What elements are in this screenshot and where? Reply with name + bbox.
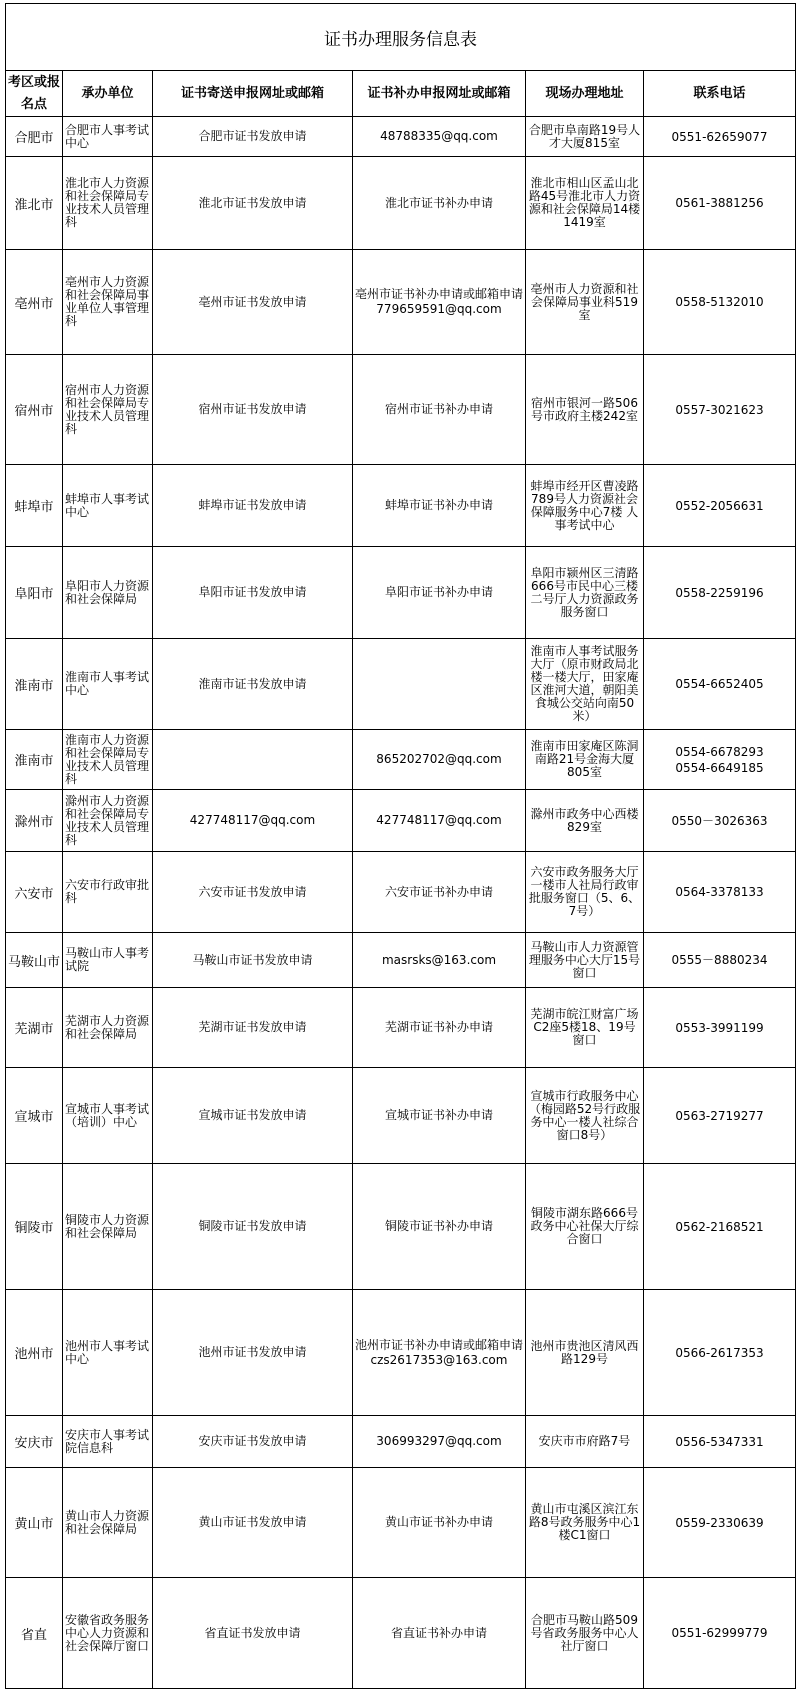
- cell-phone: [644, 1416, 796, 1468]
- reissue-line: 427748117@qq.com: [376, 813, 502, 827]
- table-row: [6, 1068, 796, 1164]
- cell-region: 铜陵市: [6, 1164, 63, 1290]
- table-row: [6, 1578, 796, 1689]
- cell-region: 省直: [6, 1578, 63, 1689]
- cell-unit: 宿州市人力资源和社会保障局专业技术人员管理科: [63, 355, 153, 465]
- phone-line: 0558-2259196: [675, 585, 764, 600]
- table-row: [6, 730, 796, 790]
- phone-line: 0566-2617353: [675, 1345, 764, 1360]
- table-row: [6, 639, 796, 730]
- cell-unit: 淮南市人力资源和社会保障局专业技术人员管理科: [63, 730, 153, 790]
- cell-region: 淮南市: [6, 639, 63, 730]
- phone-line: 0559-2330639: [675, 1515, 764, 1530]
- cell-mail: 阜阳市证书发放申请: [153, 547, 353, 639]
- cell-region: 滁州市: [6, 790, 63, 852]
- cell-region: 淮南市: [6, 730, 63, 790]
- cell-region: 六安市: [6, 852, 63, 933]
- reissue-line: 阜阳市证书补办申请: [384, 585, 493, 599]
- reissue-line: 宣城市证书补办申请: [384, 1108, 493, 1122]
- cell-reissue: [353, 730, 526, 790]
- cell-mail: 427748117@qq.com: [153, 790, 353, 852]
- table-row: [6, 1164, 796, 1290]
- cell-address: 黄山市屯溪区滨江东路8号政务服务中心1楼C1窗口: [526, 1468, 644, 1578]
- cell-unit: 合肥市人事考试中心: [63, 117, 153, 157]
- phone-line: 0553-3991199: [675, 1020, 764, 1035]
- cell-region: 池州市: [6, 1290, 63, 1416]
- cell-mail: 淮南市证书发放申请: [153, 639, 353, 730]
- reissue-line: 宿州市证书补办申请: [384, 402, 493, 416]
- cell-phone: [644, 355, 796, 465]
- table-title: 证书办理服务信息表: [6, 4, 796, 71]
- cell-phone: [644, 988, 796, 1068]
- cell-unit: 黄山市人力资源和社会保障局: [63, 1468, 153, 1578]
- table-row: [6, 988, 796, 1068]
- table-row: [6, 852, 796, 933]
- cell-unit: 宣城市人事考试（培训）中心: [63, 1068, 153, 1164]
- cell-unit: 安庆市人事考试院信息科: [63, 1416, 153, 1468]
- phone-line: 0558-5132010: [675, 295, 764, 309]
- table-row: [6, 790, 796, 852]
- cell-phone: [644, 933, 796, 988]
- cell-reissue: [353, 355, 526, 465]
- cell-reissue: [353, 1164, 526, 1290]
- table-row: [6, 547, 796, 639]
- cell-unit: 蚌埠市人事考试中心: [63, 465, 153, 547]
- phone-line: 0552-2056631: [675, 498, 764, 513]
- cell-reissue: [353, 117, 526, 157]
- cell-reissue: [353, 1068, 526, 1164]
- reissue-line: 779659591@qq.com: [376, 302, 502, 316]
- phone-line: 0550－3026363: [671, 813, 768, 828]
- cell-reissue: [353, 1416, 526, 1468]
- cell-mail: 池州市证书发放申请: [153, 1290, 353, 1416]
- cell-address: 芜湖市皖江财富广场C2座5楼18、19号窗口: [526, 988, 644, 1068]
- cell-mail: 宣城市证书发放申请: [153, 1068, 353, 1164]
- cell-unit: 亳州市人力资源和社会保障局事业单位人事管理科: [63, 250, 153, 355]
- reissue-line: 蚌埠市证书补办申请: [384, 498, 493, 512]
- cell-region: 芜湖市: [6, 988, 63, 1068]
- reissue-line: 黄山市证书补办申请: [384, 1515, 493, 1529]
- cell-phone: [644, 1164, 796, 1290]
- table-row: [6, 157, 796, 250]
- cell-address: 滁州市政务中心西楼829室: [526, 790, 644, 852]
- cell-address: 合肥市阜南路19号人才大厦815室: [526, 117, 644, 157]
- cell-reissue: [353, 933, 526, 988]
- phone-line: 0551-62999779: [671, 1626, 768, 1640]
- reissue-line: 芜湖市证书补办申请: [384, 1020, 493, 1034]
- reissue-line: czs2617353@163.com: [370, 1352, 508, 1367]
- cell-unit: 池州市人事考试中心: [63, 1290, 153, 1416]
- cell-phone: [644, 117, 796, 157]
- header-mail: 证书寄送申报网址或邮箱: [153, 71, 353, 117]
- cell-reissue: [353, 852, 526, 933]
- cell-address: 淮北市相山区孟山北路45号淮北市人力资源和社会保障局14楼1419室: [526, 157, 644, 250]
- reissue-line: 铜陵市证书补办申请: [384, 1219, 493, 1233]
- cell-reissue: [353, 465, 526, 547]
- table-row: [6, 1468, 796, 1578]
- cell-address: 铜陵市湖东路666号政务中心社保大厅综合窗口: [526, 1164, 644, 1290]
- header-region: 考区或报名点: [6, 71, 63, 117]
- cell-region: 马鞍山市: [6, 933, 63, 988]
- cell-phone: [644, 547, 796, 639]
- header-row: [6, 71, 796, 117]
- header-reissue: 证书补办申报网址或邮箱: [353, 71, 526, 117]
- table-row: [6, 465, 796, 547]
- cell-unit: 芜湖市人力资源和社会保障局: [63, 988, 153, 1068]
- cell-mail: 安庆市证书发放申请: [153, 1416, 353, 1468]
- header-phone: 联系电话: [644, 71, 796, 117]
- cell-address: 宿州市银河一路506号市政府主楼242室: [526, 355, 644, 465]
- cell-mail: 马鞍山市证书发放申请: [153, 933, 353, 988]
- cell-unit: 阜阳市人力资源和社会保障局: [63, 547, 153, 639]
- phone-line: 0554-6649185: [675, 760, 764, 775]
- cell-phone: [644, 1068, 796, 1164]
- cell-unit: 安徽省政务服务中心人力资源和社会保障厅窗口: [63, 1578, 153, 1689]
- cell-unit: 滁州市人力资源和社会保障局专业技术人员管理科: [63, 790, 153, 852]
- cell-reissue: [353, 988, 526, 1068]
- cell-reissue: [353, 1468, 526, 1578]
- reissue-line: 池州市证书补办申请或邮箱申请: [355, 1337, 524, 1352]
- cell-region: 宣城市: [6, 1068, 63, 1164]
- cell-mail: [153, 730, 353, 790]
- header-address: 现场办理地址: [526, 71, 644, 117]
- reissue-line: 省直证书补办申请: [390, 1625, 487, 1640]
- cell-unit: 铜陵市人力资源和社会保障局: [63, 1164, 153, 1290]
- cell-mail: 亳州市证书发放申请: [153, 250, 353, 355]
- cell-region: 亳州市: [6, 250, 63, 355]
- cell-address: 淮南市田家庵区陈洞南路21号金海大厦805室: [526, 730, 644, 790]
- phone-line: 0555－8880234: [671, 953, 768, 967]
- cell-address: 马鞍山市人力资源管理服务中心大厅15号窗口: [526, 933, 644, 988]
- cell-mail: 省直证书发放申请: [153, 1578, 353, 1689]
- phone-line: 0554-6678293: [675, 744, 764, 759]
- table-body: [6, 117, 796, 1689]
- table-row: [6, 933, 796, 988]
- cell-phone: [644, 1290, 796, 1416]
- table-row: [6, 355, 796, 465]
- reissue-line: 六安市证书补办申请: [384, 884, 493, 899]
- cell-phone: [644, 730, 796, 790]
- cell-mail: 黄山市证书发放申请: [153, 1468, 353, 1578]
- cell-region: 阜阳市: [6, 547, 63, 639]
- cell-phone: [644, 250, 796, 355]
- reissue-line: 淮北市证书补办申请: [384, 195, 493, 210]
- phone-line: 0556-5347331: [675, 1434, 764, 1449]
- cell-phone: [644, 465, 796, 547]
- cell-phone: [644, 639, 796, 730]
- cell-address: 淮南市人事考试服务大厅（原市财政局北楼一楼大厅，田家庵区淮河大道，朝阳美食城公交站向南50米）: [526, 639, 644, 730]
- phone-line: 0562-2168521: [675, 1219, 764, 1234]
- cell-reissue: [353, 157, 526, 250]
- cell-reissue: [353, 1290, 526, 1416]
- phone-line: 0563-2719277: [675, 1108, 764, 1123]
- cell-region: 蚌埠市: [6, 465, 63, 547]
- reissue-line: 865202702@qq.com: [376, 752, 502, 766]
- reissue-line: 亳州市证书补办申请或邮箱申请: [355, 287, 524, 301]
- cell-phone: [644, 790, 796, 852]
- table-row: [6, 250, 796, 355]
- cell-mail: 芜湖市证书发放申请: [153, 988, 353, 1068]
- cell-unit: 马鞍山市人事考试院: [63, 933, 153, 988]
- phone-line: 0561-3881256: [675, 196, 764, 210]
- cell-mail: 合肥市证书发放申请: [153, 117, 353, 157]
- cell-mail: 蚌埠市证书发放申请: [153, 465, 353, 547]
- cell-reissue: [353, 790, 526, 852]
- reissue-line: 48788335@qq.com: [380, 129, 498, 143]
- cell-phone: [644, 1468, 796, 1578]
- cell-unit: 淮北市人力资源和社会保障局专业技术人员管理科: [63, 157, 153, 250]
- cell-mail: 宿州市证书发放申请: [153, 355, 353, 465]
- cell-address: 阜阳市颍州区三清路666号市民中心三楼二号厅人力资源政务服务窗口: [526, 547, 644, 639]
- reissue-line: 306993297@qq.com: [376, 1434, 502, 1448]
- phone-line: 0554-6652405: [675, 677, 764, 691]
- cell-unit: 淮南市人事考试中心: [63, 639, 153, 730]
- cell-region: 合肥市: [6, 117, 63, 157]
- cell-region: 安庆市: [6, 1416, 63, 1468]
- cell-address: 池州市贵池区清风西路129号: [526, 1290, 644, 1416]
- cell-phone: [644, 852, 796, 933]
- cell-reissue: [353, 250, 526, 355]
- cell-reissue: [353, 547, 526, 639]
- cell-unit: 六安市行政审批科: [63, 852, 153, 933]
- cell-address: 蚌埠市经开区曹凌路789号人力资源社会保障服务中心7楼 人事考试中心: [526, 465, 644, 547]
- phone-line: 0551-62659077: [671, 129, 768, 144]
- header-unit: 承办单位: [63, 71, 153, 117]
- cell-mail: 淮北市证书发放申请: [153, 157, 353, 250]
- cell-region: 淮北市: [6, 157, 63, 250]
- cell-address: 安庆市市府路7号: [526, 1416, 644, 1468]
- phone-line: 0557-3021623: [675, 402, 764, 417]
- cell-region: 黄山市: [6, 1468, 63, 1578]
- reissue-line: masrsks@163.com: [381, 952, 497, 967]
- cell-address: 合肥市马鞍山路509号省政务服务中心人社厅窗口: [526, 1578, 644, 1689]
- cell-phone: [644, 157, 796, 250]
- table-row: [6, 1290, 796, 1416]
- phone-line: 0564-3378133: [675, 885, 764, 899]
- cell-reissue: [353, 1578, 526, 1689]
- cell-mail: 六安市证书发放申请: [153, 852, 353, 933]
- cell-phone: [644, 1578, 796, 1689]
- cell-region: 宿州市: [6, 355, 63, 465]
- cell-address: 六安市政务服务大厅一楼市人社局行政审批服务窗口（5、6、7号）: [526, 852, 644, 933]
- cell-mail: 铜陵市证书发放申请: [153, 1164, 353, 1290]
- cell-address: 宣城市行政服务中心（梅园路52号行政服务中心一楼人社综合窗口8号）: [526, 1068, 644, 1164]
- table-row: [6, 1416, 796, 1468]
- title-row: [6, 4, 796, 71]
- table-row: [6, 117, 796, 157]
- cell-reissue: [353, 639, 526, 730]
- certificate-service-table: [5, 3, 796, 1689]
- cell-address: 亳州市人力资源和社会保障局事业科519室: [526, 250, 644, 355]
